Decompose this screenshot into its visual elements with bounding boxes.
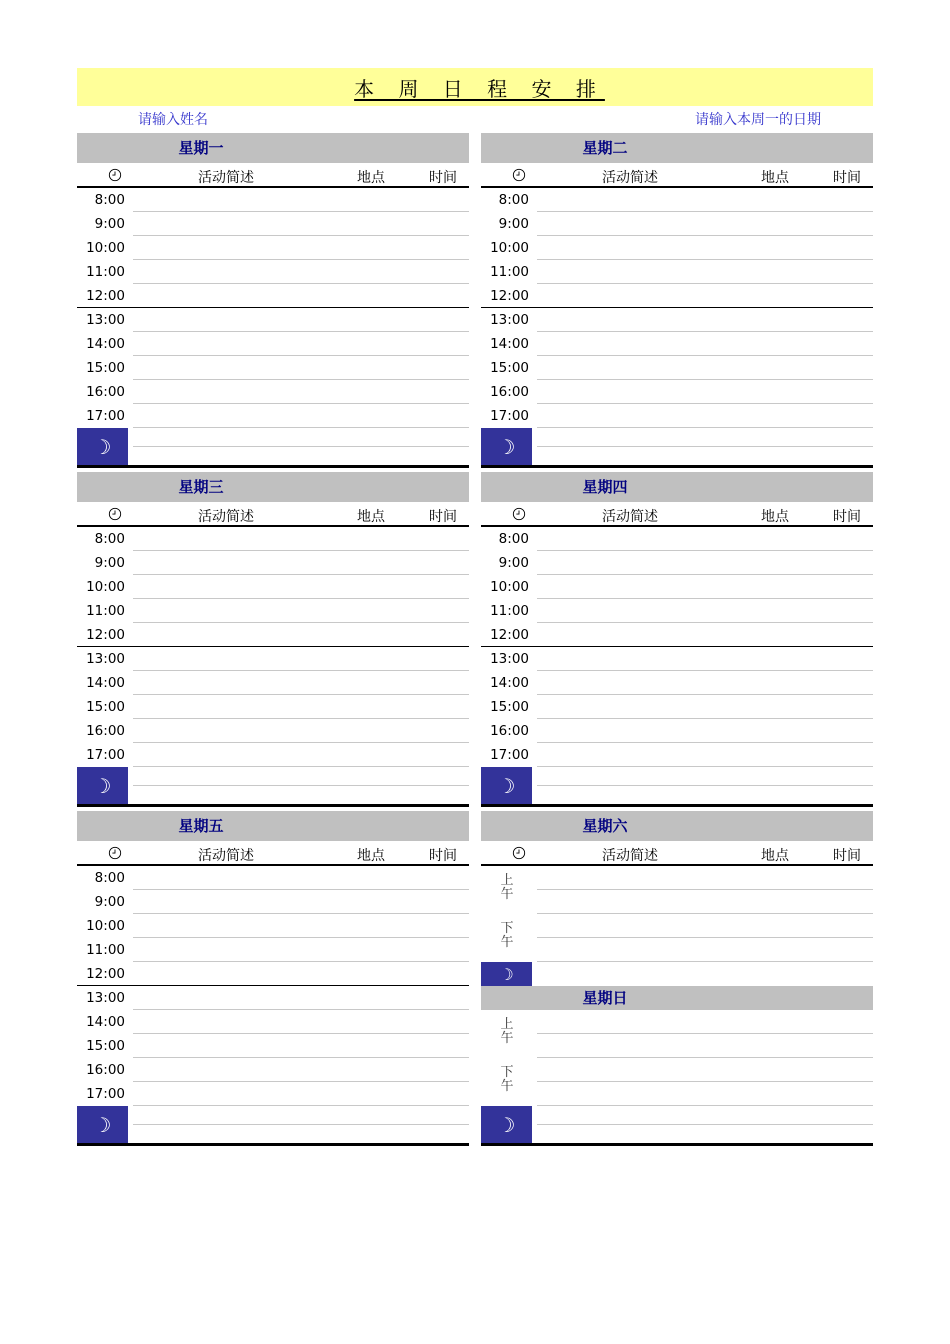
hour-label: 15:00 [490,699,529,715]
hour-label: 9:00 [94,216,125,232]
column-time: 时间 [833,509,861,525]
hour-row[interactable] [77,743,469,767]
hour-label: 8:00 [498,531,529,547]
column-time: 时间 [429,848,457,864]
entry-line [537,785,873,786]
day-mon [77,133,469,468]
day-name: 星期四 [582,478,628,496]
entry-line [537,937,873,938]
hour-label: 15:00 [86,699,125,715]
column-header [481,163,873,188]
day-header [481,133,873,163]
hour-row[interactable] [481,623,873,647]
hour-label: 10:00 [86,579,125,595]
moon-icon: ☽ [77,1106,128,1143]
hour-row[interactable] [77,212,469,236]
column-description: 活动简述 [198,509,254,525]
afternoon-label: 下午 [500,921,514,950]
entry-line [537,1124,873,1125]
column-header [77,163,469,188]
hour-row[interactable] [77,1082,469,1106]
hour-row[interactable] [77,623,469,647]
column-description: 活动简述 [198,848,254,864]
hour-row[interactable] [481,188,873,212]
hour-row[interactable] [481,308,873,332]
hour-label: 17:00 [86,408,125,424]
day-name: 星期六 [582,817,628,835]
hour-row[interactable] [481,599,873,623]
hour-label: 11:00 [490,603,529,619]
hour-label: 12:00 [86,627,125,643]
clock-icon [512,846,528,862]
morning-label: 上午 [500,1017,514,1046]
hour-label: 15:00 [86,360,125,376]
column-description: 活动简述 [602,509,658,525]
column-header [77,502,469,527]
column-location: 地点 [761,170,789,186]
hour-label: 9:00 [498,216,529,232]
hour-label: 8:00 [94,531,125,547]
hour-row[interactable] [77,575,469,599]
evening-row[interactable] [481,428,873,468]
hour-row[interactable] [77,1058,469,1082]
column-description: 活动简述 [602,170,658,186]
hour-row[interactable] [77,188,469,212]
column-header [77,841,469,866]
hour-row[interactable] [77,284,469,308]
hour-row[interactable] [77,308,469,332]
hour-label: 11:00 [86,603,125,619]
hour-row[interactable] [77,356,469,380]
hour-label: 10:00 [490,240,529,256]
column-time: 时间 [429,509,457,525]
hour-row[interactable] [481,236,873,260]
day-header [77,133,469,163]
column-header [481,502,873,527]
hour-row[interactable] [481,671,873,695]
hour-row[interactable] [77,260,469,284]
entry-line [537,1081,873,1082]
column-description: 活动简述 [198,170,254,186]
hour-row[interactable] [77,332,469,356]
hour-label: 14:00 [86,675,125,691]
moon-icon: ☽ [481,1106,532,1143]
hour-row[interactable] [481,380,873,404]
hour-label: 13:00 [490,651,529,667]
hour-label: 12:00 [86,288,125,304]
hour-label: 13:00 [490,312,529,328]
entry-line [133,1124,469,1125]
hour-label: 14:00 [490,336,529,352]
hour-label: 14:00 [86,336,125,352]
hour-label: 8:00 [498,192,529,208]
day-tue [481,133,873,468]
clock-icon [512,507,528,523]
hour-label: 15:00 [490,360,529,376]
hour-row[interactable] [481,743,873,767]
hour-label: 16:00 [490,723,529,739]
morning-block[interactable] [481,866,873,914]
hour-label: 16:00 [490,384,529,400]
hour-row[interactable] [77,380,469,404]
moon-icon: ☽ [481,428,532,465]
hour-label: 10:00 [86,240,125,256]
hour-row[interactable] [481,332,873,356]
hour-row[interactable] [481,695,873,719]
evening-row[interactable] [481,767,873,807]
entry-line [133,446,469,447]
hour-row[interactable] [481,212,873,236]
evening-row[interactable] [481,1106,873,1146]
column-time: 时间 [833,170,861,186]
hour-row[interactable] [481,356,873,380]
afternoon-label: 下午 [500,1065,514,1094]
hour-label: 17:00 [490,408,529,424]
day-name: 星期日 [582,989,628,1007]
hour-row[interactable] [77,914,469,938]
hour-label: 10:00 [86,918,125,934]
hour-row[interactable] [481,551,873,575]
hour-row[interactable] [481,284,873,308]
morning-label: 上午 [500,873,514,902]
hour-row[interactable] [77,866,469,890]
day-header [481,472,873,502]
hour-label: 10:00 [490,579,529,595]
page-title: 本 周 日 程 安 排 [354,76,605,101]
hour-label: 8:00 [94,870,125,886]
entry-line [537,889,873,890]
hour-label: 17:00 [490,747,529,763]
name-input[interactable]: 请输入姓名 [138,112,208,128]
hour-label: 11:00 [86,942,125,958]
hour-label: 16:00 [86,1062,125,1078]
hour-label: 14:00 [490,675,529,691]
morning-block[interactable] [481,1010,873,1058]
hour-label: 11:00 [490,264,529,280]
hour-label: 9:00 [94,555,125,571]
moon-icon: ☽ [481,767,532,804]
day-name: 星期三 [178,478,224,496]
hour-row[interactable] [77,671,469,695]
day-header [481,811,873,841]
hour-row[interactable] [77,890,469,914]
hour-row[interactable] [77,551,469,575]
hour-row[interactable] [77,404,469,428]
hour-row[interactable] [77,647,469,671]
evening-row[interactable] [77,428,469,468]
hour-label: 12:00 [86,966,125,982]
clock-icon [108,168,124,184]
column-location: 地点 [357,848,385,864]
hour-row[interactable] [77,695,469,719]
column-time: 时间 [833,848,861,864]
hour-row[interactable] [77,938,469,962]
hour-label: 12:00 [490,288,529,304]
column-location: 地点 [357,170,385,186]
hour-label: 9:00 [94,894,125,910]
day-fri [77,811,469,1146]
entry-line [537,446,873,447]
hour-label: 14:00 [86,1014,125,1030]
clock-icon [108,846,124,862]
hour-row[interactable] [77,236,469,260]
hour-row[interactable] [481,575,873,599]
afternoon-block[interactable] [481,914,873,962]
hour-label: 9:00 [498,555,529,571]
clock-icon [512,168,528,184]
hour-label: 16:00 [86,384,125,400]
column-location: 地点 [761,848,789,864]
hour-label: 17:00 [86,1086,125,1102]
day-name: 星期五 [178,817,224,835]
hour-row[interactable] [77,599,469,623]
hour-row[interactable] [77,1034,469,1058]
day-header [481,986,873,1010]
hour-label: 13:00 [86,990,125,1006]
hour-row[interactable] [77,527,469,551]
moon-icon: ☽ [77,428,128,465]
hour-label: 12:00 [490,627,529,643]
hour-label: 17:00 [86,747,125,763]
hour-label: 13:00 [86,651,125,667]
evening-row[interactable] [77,767,469,807]
day-name: 星期二 [582,139,628,157]
evening-row[interactable] [77,1106,469,1146]
day-name: 星期一 [178,139,224,157]
evening-row[interactable] [481,962,873,986]
day-thu [481,472,873,807]
hour-row[interactable] [481,404,873,428]
hour-row[interactable] [481,647,873,671]
column-description: 活动简述 [602,848,658,864]
hour-row[interactable] [481,719,873,743]
week-date-input[interactable]: 请输入本周一的日期 [695,112,821,128]
column-header [481,841,873,866]
moon-icon: ☽ [481,962,532,986]
day-wed [77,472,469,807]
entry-line [537,1033,873,1034]
hour-label: 15:00 [86,1038,125,1054]
hour-label: 8:00 [94,192,125,208]
moon-icon: ☽ [77,767,128,804]
title-bar [77,68,873,106]
day-header [77,811,469,841]
hour-row[interactable] [77,1010,469,1034]
hour-label: 11:00 [86,264,125,280]
hour-row[interactable] [77,986,469,1010]
column-time: 时间 [429,170,457,186]
hour-row[interactable] [481,527,873,551]
day-header [77,472,469,502]
hour-label: 16:00 [86,723,125,739]
column-location: 地点 [357,509,385,525]
afternoon-block[interactable] [481,1058,873,1106]
hour-row[interactable] [481,260,873,284]
hour-label: 13:00 [86,312,125,328]
clock-icon [108,507,124,523]
entry-line [133,785,469,786]
hour-row[interactable] [77,962,469,986]
column-location: 地点 [761,509,789,525]
day-weekend [481,811,873,1146]
hour-row[interactable] [77,719,469,743]
